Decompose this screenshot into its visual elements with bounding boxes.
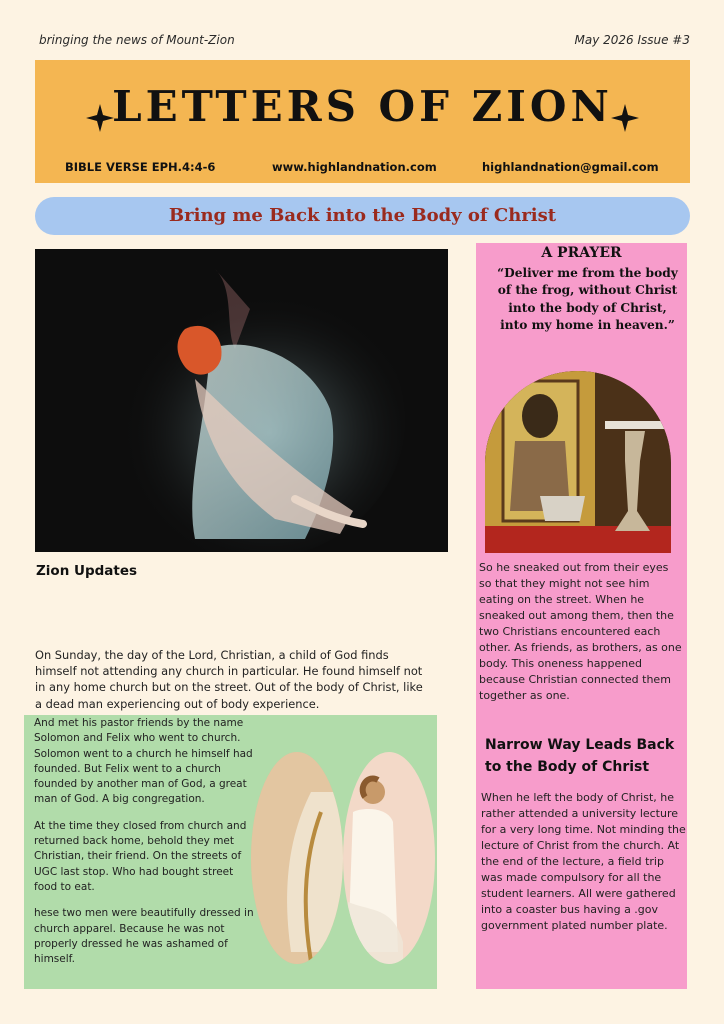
sidebar-paragraph: When he left the body of Christ, he rather attended a university lecture for a very long time. Not minding the lecture of Christ from the church. At the end of the lecture, a field trip was made compulsory for all the student learners. All were gathered into a coaster bus having a .gov government plated number plate. <box>481 791 686 932</box>
section-title: Zion Updates <box>36 563 138 579</box>
hero-photo-kneeling-woman <box>35 249 448 552</box>
four-point-star-icon <box>611 104 639 132</box>
headline-banner: Bring me Back into the Body of Christ <box>35 197 690 235</box>
angel-photo-left <box>251 752 343 964</box>
story-paragraph: hese two men were beautifully dressed in church apparel. Because he was not properly dressed he was ashamed of himself. <box>34 907 254 966</box>
lead-paragraph: On Sunday, the day of the Lord, Christian, a child of God finds himself not attending any church in particular. He found himself not in any home church but on the street. Out of the body of Christ, like a dead man experiencing out of body experience. <box>35 648 423 711</box>
story-text <box>34 716 258 978</box>
prayer-title: A PRAYER <box>541 245 622 261</box>
tagline: bringing the news of Mount-Zion <box>39 33 235 47</box>
sidebar-heading: Narrow Way Leads Back to the Body of Christ <box>485 737 675 775</box>
email-link[interactable]: highlandnation@gmail.com <box>482 160 659 174</box>
altar-icon-photo <box>485 371 671 553</box>
story-paragraph: And met his pastor friends by the name Solomon and Felix who went to church. Solomon went to a church he himself had founded. But Felix went to a church founded by another man of God, a great man of God. A big congregation. <box>34 717 253 806</box>
masthead-title: LETTERS OF ZION <box>112 82 613 131</box>
masthead <box>35 60 690 183</box>
sidebar-column <box>476 243 687 989</box>
angel-photo-right <box>343 752 435 964</box>
green-story-box <box>24 715 437 989</box>
bible-verse: BIBLE VERSE EPH.4:4-6 <box>65 160 216 174</box>
prayer-quote: “Deliver me from the body of the frog, without Christ into the body of Christ, into my home in heaven.” <box>497 266 678 333</box>
issue-label: May 2026 Issue #3 <box>574 33 690 47</box>
sidebar-paragraph: So he sneaked out from their eyes so that they might not see him eating on the street. When he sneaked out among them, then the two Christians encountered each other. As friends, as brothers, as one body. This oneness happened because Christian connected them together as one. <box>479 561 682 702</box>
website-link[interactable]: www.highlandnation.com <box>272 160 437 174</box>
story-paragraph: At the time they closed from church and returned back home, behold they met Christian, their friend. On the streets of UGC last stop. Who had bought street food to eat. <box>34 819 247 893</box>
